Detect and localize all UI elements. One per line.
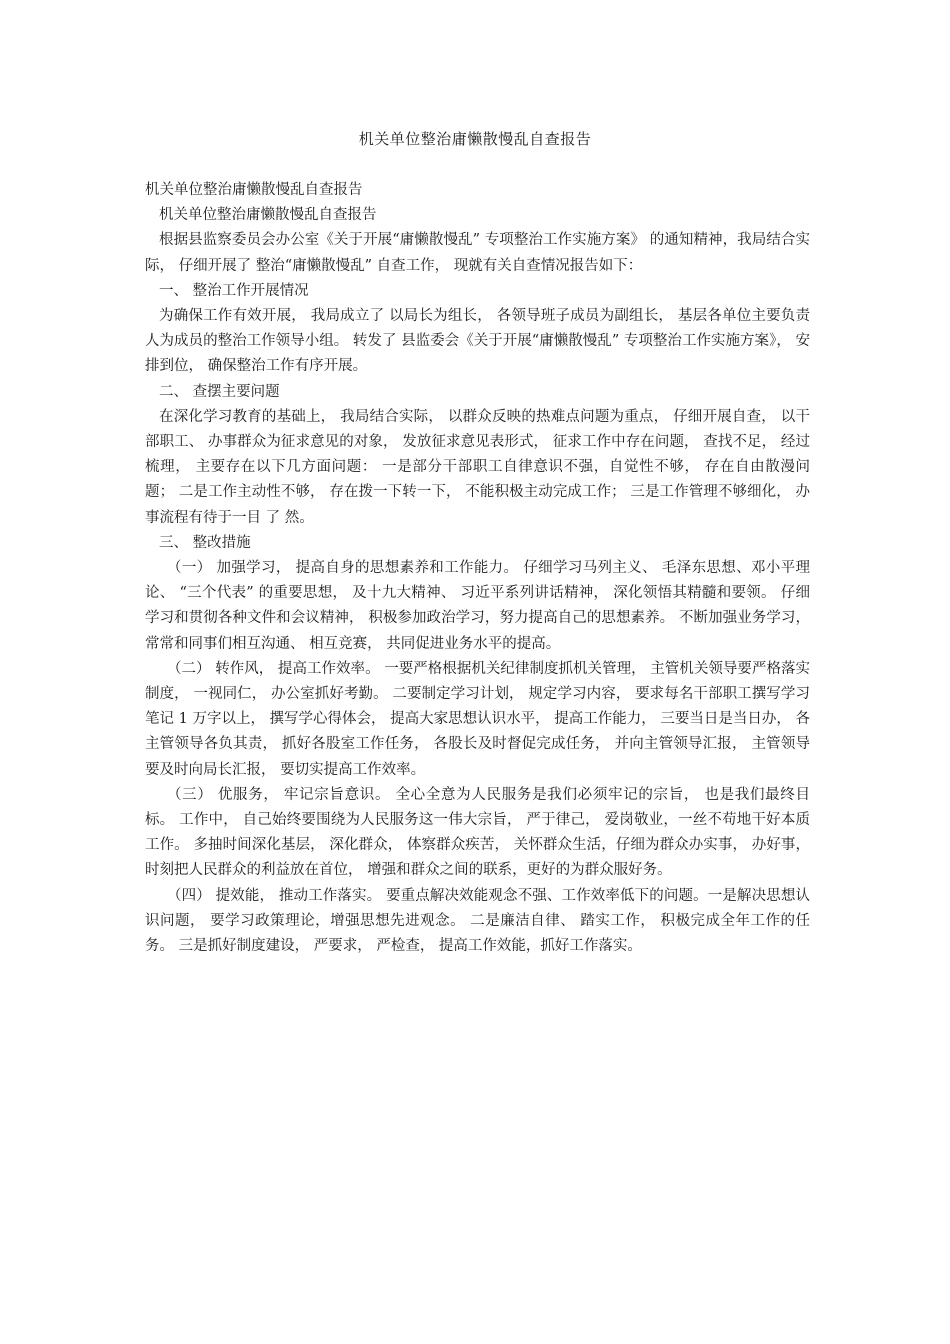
paragraph-measure-1: （一） 加强学习， 提高自身的思想素养和工作能力。 仔细学习马列主义、 毛泽东思想、邓小平理论、 “三个代表” 的重要思想， 及十九大精神、 习近平系列讲话精神， 深化领悟其精髓和要领。 仔细学习和贯彻各种文件和会议精神， 积极参加政治学习，努力提高自己的思想素养。 不断加强业务学习， 常常和同事们相互沟通、 相互竞赛， 共同促进业务水平的提高。 [145, 560, 810, 652]
section-heading-2: 二、 查摆主要问题 [159, 383, 280, 400]
paragraph-subtitle: 机关单位整治庸懒散慢乱自查报告 [159, 207, 377, 224]
section-heading-3: 三、 整改措施 [159, 534, 251, 551]
paragraph-measure-3: （三） 优服务， 牢记宗旨意识。 全心全意为人民服务是我们必须牢记的宗旨， 也是我们最终目 标。 工作中， 自己始终要围绕为人民服务这一伟大宗旨， 严于律己， 爱岗敬业，一丝不苟地干好本质工作。 多抽时间深化基层， 深化群众， 体察群众疾苦， 关怀群众生活，仔细为群众办实事， 办好事， 时刻把人民群众的利益放在首位， 增强和群众之间的联系，更好的为群众服好务。 [145, 786, 810, 879]
paragraph-section-2: 在深化学习教育的基础上， 我局结合实际， 以群众反映的热难点问题为重点， 仔细开展自查， 以干部职工、 办事群众为征求意见的对象， 发放征求意见表形式， 征求工作中存在问题， 查找不足， 经过梳理， 主要存在以下几方面问题： 一是部分干部职工自律意识不强，自觉性不够， 存在自由散漫问题； 二是工作主动性不够， 存在拨一下转一下， 不能积极主动完成工作； 三是工作管理不够细化， 办事流程有待于一目 了 然。 [145, 408, 810, 526]
section-heading-1: 一、 整治工作开展情况 [159, 282, 309, 299]
paragraph-section-1: 为确保工作有效开展， 我局成立了 以局长为组长， 各领导班子成员为副组长， 基层各单位主要负责人为成员的整治工作领导小组。 转发了 县监委会《关于开展“庸懒散慢乱” 专项整治工作实施方案》， 安排到位， 确保整治工作有序开展。 [145, 308, 810, 375]
document-body [145, 178, 810, 959]
paragraph-measure-4: （四） 提效能， 推动工作落实。 要重点解决效能观念不强、工作效率低下的问题。一是解决思想认识问题， 要学习政策理论，增强思想先进观念。 二是廉洁自律、 踏实工作， 积极完成全年工作的任务。 三是抓好制度建设， 严要求， 严检查， 提高工作效能，抓好工作落实。 [145, 887, 810, 955]
paragraph-heading-repeat: 机关单位整治庸懒散慢乱自查报告 [145, 182, 363, 198]
paragraph-measure-2: （二） 转作风， 提高工作效率。 一要严格根据机关纪律制度抓机关管理， 主管机关领导要严格落实制度， 一视同仁， 办公室抓好考勤。 二要制定学习计划， 规定学习内容， 要求每名干部职工撰写学习笔记 1 万字以上， 撰写学心得体会， 提高大家思想认识水平， 提高工作能力， 三要当日是当日办， 各主管领导各负其责， 抓好各股室工作任务， 各股长及时督促完成任务， 并向主管领导汇报， 主管领导要及时向局长汇报， 要切实提高工作效率。 [145, 660, 810, 778]
paragraph-intro: 根据县监察委员会办公室《关于开展“庸懒散慢乱” 专项整治工作实施方案》 的通知精神，我局结合实际， 仔细开展了 整治“庸懒散慢乱” 自查工作， 现就有关自查情况报告如下： [145, 232, 810, 274]
page-title: 机关单位整治庸懒散慢乱自查报告 [358, 130, 592, 148]
